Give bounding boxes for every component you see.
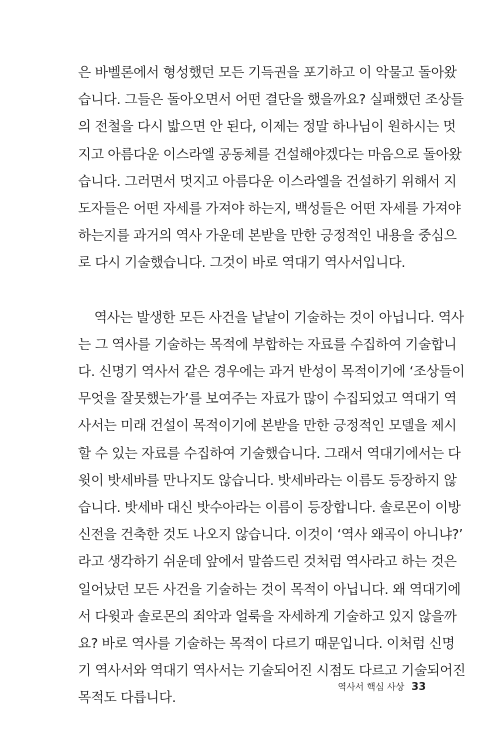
text-line: 습니다. 그러면서 멋지고 아름다운 이스라엘을 건설하기 위해서 지 xyxy=(78,173,457,190)
text-line: 도자들은 어떤 자세를 가져야 하는지, 백성들은 어떤 자세를 가져야 xyxy=(78,201,461,218)
running-title: 역사서 핵심 사상 xyxy=(337,683,405,693)
text-line: 신전을 건축한 것도 나오지 않습니다. 이것이 ‘역사 왜곡이 아니냐?’ xyxy=(78,527,463,544)
text-line: 사서는 미래 건설이 목적이기에 본받을 만한 긍정적인 모델을 제시 xyxy=(78,418,457,435)
text-line: 일어났던 모든 사건을 기술하는 것이 목적이 아닙니다. 왜 역대기에 xyxy=(78,581,461,598)
text-line: 하는지를 과거의 역사 가운데 본받을 만한 긍정적인 내용을 중심으 xyxy=(78,228,457,245)
text-line: 는 그 역사를 기술하는 목적에 부합하는 자료를 수집하여 기술합니 xyxy=(78,336,457,353)
text-line: 역사는 발생한 모든 사건을 낱낱이 기술하는 것이 아닙니다. 역사 xyxy=(78,309,464,326)
text-line: 요? 바로 역사를 기술하는 목적이 다르기 때문입니다. 이처럼 신명 xyxy=(78,636,455,653)
text-line: 다. 신명기 역사서 같은 경우에는 과거 반성이 목적이기에 ‘조상들이 xyxy=(78,364,465,381)
text-line: 무엇을 잘못했는가’를 보여주는 자료가 많이 수집되었고 역대기 역 xyxy=(78,391,457,408)
text-line: 지고 아름다운 이스라엘 공동체를 건설해야겠다는 마음으로 돌아왔 xyxy=(78,146,462,163)
text-line: 습니다. 그들은 돌아오면서 어떤 결단을 했을까요? 실패했던 조상들 xyxy=(78,92,464,109)
paragraph-2 xyxy=(78,305,466,713)
text-line: 할 수 있는 자료를 수집하여 기술했습니다. 그래서 역대기에서는 다 xyxy=(78,445,461,462)
page-footer xyxy=(338,681,426,694)
text-line: 목적도 다릅니다. xyxy=(78,690,176,707)
text-line: 로 다시 기술했습니다. 그것이 바로 역대기 역사서입니다. xyxy=(78,255,406,272)
text-line: 습니다. 밧세바 대신 밧수아라는 이름이 등장합니다. 솔로몬이 이방 xyxy=(78,500,461,517)
paragraph-1 xyxy=(78,60,464,278)
text-line: 의 전철을 다시 밟으면 안 된다, 이제는 정말 하나님이 원하시는 멋 xyxy=(78,119,456,136)
body-text xyxy=(78,60,466,713)
text-line: 윗이 밧세바를 만나지도 않습니다. 밧세바라는 이름도 등장하지 않 xyxy=(78,472,457,489)
page-number: 33 xyxy=(411,681,426,693)
text-line: 기 역사서와 역대기 역사서는 기술되어진 시점도 다르고 기술되어진 xyxy=(78,663,466,680)
text-line: 라고 생각하기 쉬운데 앞에서 말씀드린 것처럼 역사라고 하는 것은 xyxy=(78,554,457,571)
text-line: 은 바벨론에서 형성했던 모든 기득권을 포기하고 이 악물고 돌아왔 xyxy=(78,65,457,81)
text-line: 서 다윗과 솔로몬의 죄악과 얼룩을 자세하게 기술하고 있지 않을까 xyxy=(78,608,457,625)
